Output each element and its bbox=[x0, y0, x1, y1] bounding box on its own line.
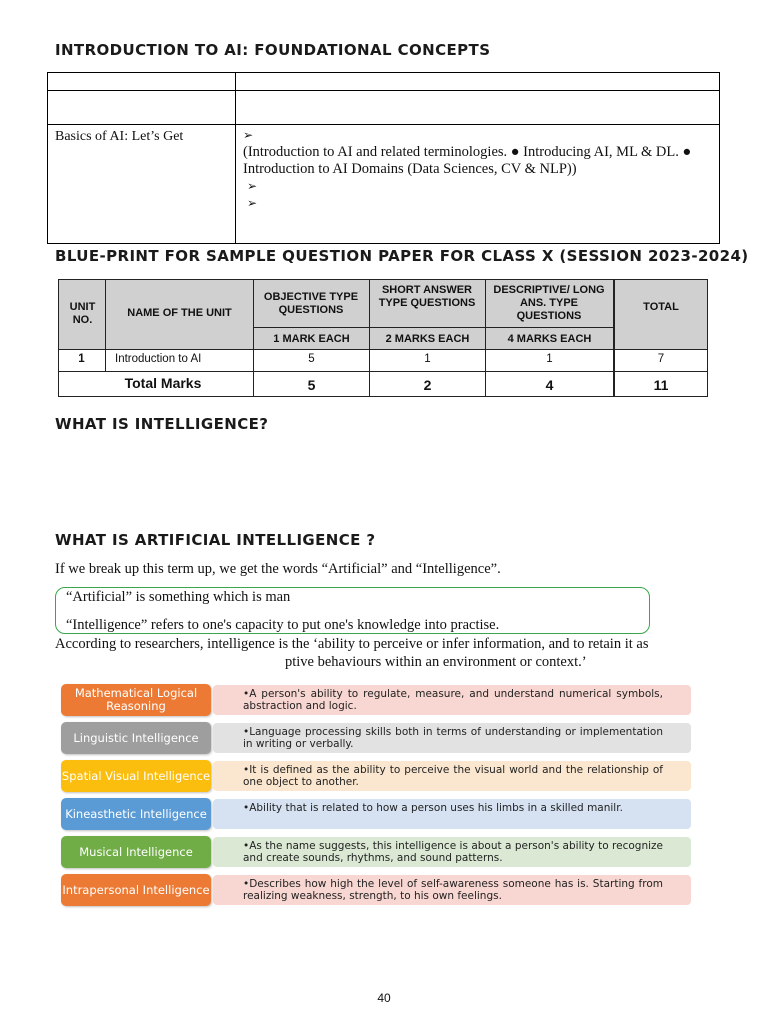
researchers-text-line1: According to researchers, intelligence is the ‘ability to perceive or infer information, and to retain it as bbox=[55, 636, 649, 652]
intelligence-label: Mathematical Logical Reasoning bbox=[61, 684, 211, 716]
cell-total: 7 bbox=[657, 353, 665, 365]
header-total: TOTAL bbox=[643, 301, 679, 313]
intelligence-description: •Ability that is related to how a person uses his limbs in a skilled manilr. bbox=[213, 799, 691, 829]
breakup-text: If we break up this term up, we get the words “Artificial” and “Intelligence”. bbox=[55, 561, 501, 577]
header-unit-no: UNIT NO. bbox=[69, 301, 96, 326]
page-title: INTRODUCTION TO AI: FOUNDATIONAL CONCEPTS bbox=[55, 41, 491, 59]
total-total: 11 bbox=[653, 377, 669, 393]
subheader-objective: 1 MARK EACH bbox=[273, 333, 350, 345]
cell-objective: 5 bbox=[308, 353, 315, 365]
cell-descriptive: 1 bbox=[546, 353, 553, 365]
cell-short: 1 bbox=[424, 353, 431, 365]
header-descriptive: DESCRIPTIVE/ LONG ANS. TYPE QUESTIONS bbox=[493, 284, 605, 322]
intelligence-heading: WHAT IS INTELLIGENCE? bbox=[55, 415, 269, 433]
intelligence-description: •A person's ability to regulate, measure, and understand numerical symbols, abstraction and logic. bbox=[213, 685, 691, 715]
total-objective: 5 bbox=[307, 377, 316, 393]
intelligence-label: Musical Intelligence bbox=[61, 836, 211, 868]
intelligence-definition: “Intelligence” refers to one's capacity to put one's knowledge into practise. bbox=[66, 617, 500, 633]
blueprint-table bbox=[58, 279, 708, 397]
arrow-bullet-icon: ➢ bbox=[247, 179, 258, 193]
intelligence-description: •It is defined as the ability to perceive the visual world and the relationship of one object to another. bbox=[213, 761, 691, 791]
artificial-definition: “Artificial” is something which is man bbox=[66, 589, 291, 605]
list-item bbox=[61, 798, 691, 830]
syllabus-table bbox=[47, 72, 720, 244]
intelligence-description: •Describes how high the level of self-awareness someone has is. Starting from realizing weakness, strength, to his own feelings. bbox=[213, 875, 691, 905]
total-short: 2 bbox=[423, 377, 432, 393]
header-objective: OBJECTIVE TYPE QUESTIONS bbox=[263, 291, 359, 316]
list-item bbox=[61, 836, 691, 868]
cell-unit-name: Introduction to AI bbox=[115, 353, 202, 365]
list-item bbox=[61, 684, 691, 716]
header-short-answer: SHORT ANSWER TYPE QUESTIONS bbox=[378, 284, 476, 309]
intelligence-label: Intrapersonal Intelligence bbox=[61, 874, 211, 906]
blueprint-heading: BLUE-PRINT FOR SAMPLE QUESTION PAPER FOR CLASS X (SESSION 2023-2024) bbox=[55, 247, 749, 265]
table-row bbox=[47, 124, 720, 244]
list-item bbox=[61, 760, 691, 792]
total-descriptive: 4 bbox=[545, 377, 554, 393]
subheader-descriptive: 4 MARKS EACH bbox=[507, 333, 592, 345]
header-unit-name: NAME OF THE UNIT bbox=[127, 307, 232, 319]
intelligence-label: Linguistic Intelligence bbox=[61, 722, 211, 754]
arrow-bullet-icon: ➢ bbox=[247, 196, 258, 210]
arrow-bullet-icon: ➢ bbox=[243, 128, 254, 142]
intelligence-description: •As the name suggests, this intelligence is about a person's ability to recognize and create sounds, rhythms, and sound patterns. bbox=[213, 837, 691, 867]
intelligence-label: Kineasthetic Intelligence bbox=[61, 798, 211, 830]
list-item bbox=[61, 722, 691, 754]
total-marks-label: Total Marks bbox=[124, 375, 202, 391]
researchers-text-line2: ptive behaviours within an environment or context.’ bbox=[285, 654, 587, 670]
table-row bbox=[47, 90, 720, 125]
page-number: 40 bbox=[377, 991, 391, 1005]
intelligence-label: Spatial Visual Intelligence bbox=[61, 760, 211, 792]
intelligence-description: •Language processing skills both in terms of understanding or implementation in writing or verbally. bbox=[213, 723, 691, 753]
cell-unit: 1 bbox=[78, 353, 85, 365]
unit-content bbox=[243, 127, 713, 212]
table-row bbox=[47, 72, 720, 91]
subheader-short: 2 MARKS EACH bbox=[385, 333, 470, 345]
unit-topics: (Introduction to AI and related terminologies. ● Introducing AI, ML & DL. ● Introduction to AI Domains (Data Sciences, CV & NLP)) bbox=[243, 144, 692, 177]
list-item bbox=[61, 874, 691, 906]
ai-heading: WHAT IS ARTIFICIAL INTELLIGENCE ? bbox=[55, 531, 376, 549]
unit-label: Basics of AI: Let’s Get bbox=[55, 129, 184, 144]
